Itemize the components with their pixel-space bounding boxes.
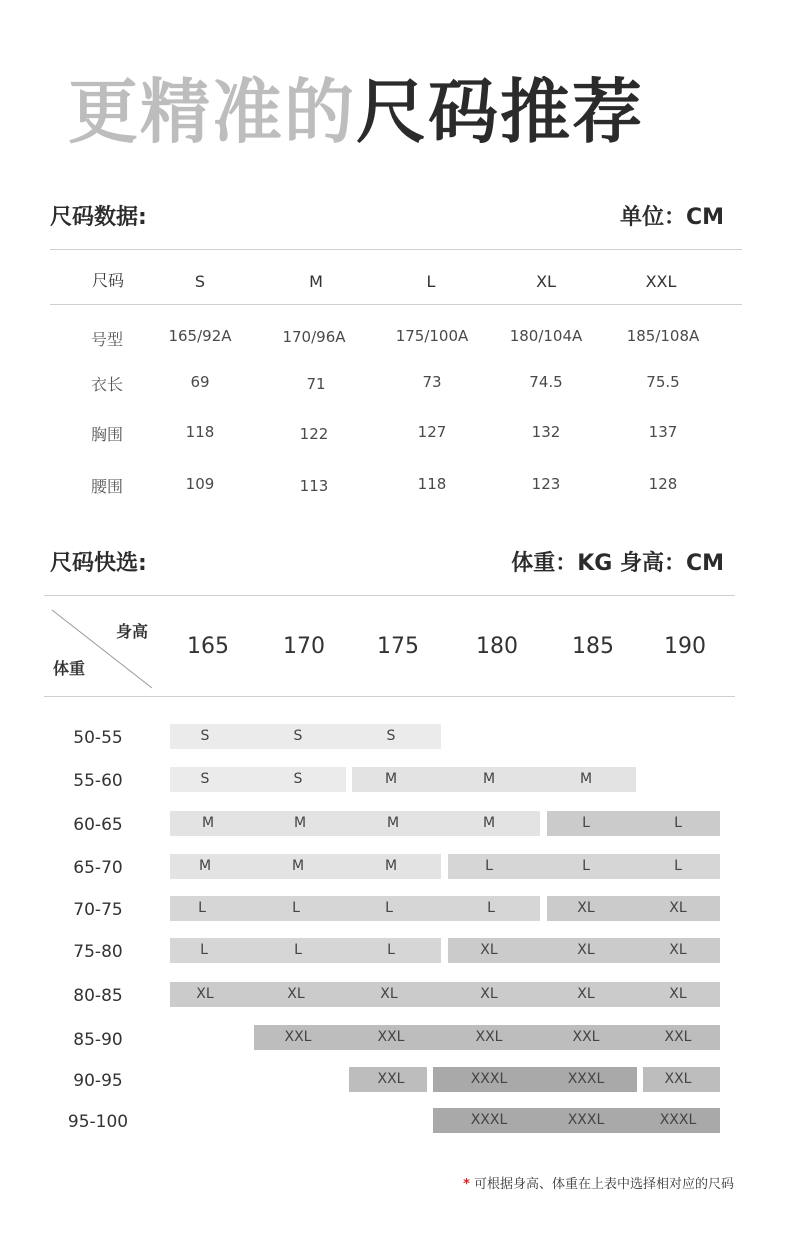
size-cell: S (293, 728, 303, 744)
quick-top-rule (44, 595, 735, 596)
table-cell: 74.5 (529, 373, 563, 391)
size-cell: S (293, 771, 303, 787)
size-cell: XXXL (470, 1071, 508, 1087)
weight-label: 85-90 (73, 1030, 123, 1050)
table-cell: 127 (417, 423, 447, 441)
size-data-heading: 尺码数据: (50, 205, 147, 230)
size-cell: M (386, 815, 400, 831)
size-cell: L (674, 815, 682, 831)
height-header-190: 190 (664, 634, 706, 659)
table-cell: 170/96A (282, 328, 346, 346)
row-label: 胸围 (91, 425, 124, 444)
weight-label: 50-55 (73, 728, 123, 748)
size-cell: XXXL (567, 1071, 605, 1087)
size-cell: XXL (475, 1029, 503, 1045)
quick-header-rule (44, 696, 735, 697)
size-cell: XXXL (470, 1112, 508, 1128)
size-cell: XXL (572, 1029, 600, 1045)
table-top-rule (50, 249, 742, 250)
size-cell: L (582, 858, 590, 874)
size-header-label: 尺码 (91, 271, 124, 290)
weight-label: 60-65 (73, 815, 123, 835)
size-cell: M (291, 858, 305, 874)
table-cell: 165/92A (168, 327, 232, 345)
size-cell: L (582, 815, 590, 831)
asterisk-mark: * (463, 1177, 470, 1192)
size-cell: XXL (664, 1071, 692, 1087)
row-label: 衣长 (91, 375, 124, 394)
size-cell: M (293, 815, 307, 831)
size-cell: L (385, 900, 393, 916)
size-cell: XXL (377, 1071, 405, 1087)
page-title (68, 56, 644, 157)
size-cell: M (384, 858, 398, 874)
size-header-s: S (194, 272, 206, 291)
table-cell: 132 (531, 423, 561, 441)
table-cell: 71 (306, 375, 326, 393)
size-cell: XL (287, 986, 305, 1002)
size-cell: S (200, 771, 210, 787)
table-cell: 180/104A (509, 327, 583, 345)
height-header-170: 170 (283, 634, 325, 659)
size-cell: XXL (284, 1029, 312, 1045)
corner-height-label: 身高 (116, 622, 149, 641)
table-cell: 73 (422, 373, 442, 391)
size-header-l: L (426, 272, 436, 291)
size-cell: XL (196, 986, 214, 1002)
size-cell: S (200, 728, 210, 744)
size-cell: L (485, 858, 493, 874)
size-cell: M (482, 771, 496, 787)
table-cell: 185/108A (626, 327, 700, 345)
title-part-light: 更精准的 (68, 71, 356, 153)
size-cell: XL (480, 986, 498, 1002)
size-cell: XL (669, 942, 687, 958)
title-part-dark: 尺码推荐 (356, 71, 644, 153)
weight-label: 75-80 (73, 942, 123, 962)
size-cell: XXL (664, 1029, 692, 1045)
weight-label: 55-60 (73, 771, 123, 791)
size-header-xxl: XXL (645, 272, 677, 291)
table-cell: 118 (417, 475, 447, 493)
weight-label: 90-95 (73, 1071, 123, 1091)
size-cell: M (579, 771, 593, 787)
weight-label: 70-75 (73, 900, 123, 920)
table-cell: 113 (299, 477, 329, 495)
quick-select-unit: 体重：KG 身高：CM (511, 551, 724, 576)
table-cell: 75.5 (646, 373, 680, 391)
quick-select-heading: 尺码快选: (50, 551, 147, 576)
size-cell: XL (577, 942, 595, 958)
size-cell: XL (480, 942, 498, 958)
table-cell: 128 (648, 475, 678, 493)
size-header-m: M (309, 272, 323, 291)
size-cell: L (387, 942, 395, 958)
row-label: 腰围 (91, 477, 124, 496)
corner-weight-label: 体重 (53, 659, 86, 678)
size-cell: L (292, 900, 300, 916)
size-cell: XXXL (659, 1112, 697, 1128)
height-header-185: 185 (572, 634, 614, 659)
size-cell: XXXL (567, 1112, 605, 1128)
table-cell: 109 (185, 475, 215, 493)
size-cell: M (198, 858, 212, 874)
weight-label: 65-70 (73, 858, 123, 878)
size-cell: M (482, 815, 496, 831)
row-label: 号型 (91, 330, 124, 349)
size-header-xl: XL (536, 272, 556, 291)
height-header-180: 180 (476, 634, 518, 659)
size-cell: L (198, 900, 206, 916)
table-cell: 175/100A (395, 327, 469, 345)
size-cell: M (384, 771, 398, 787)
weight-label: 80-85 (73, 986, 123, 1006)
size-cell: XL (669, 900, 687, 916)
size-cell: M (201, 815, 215, 831)
size-cell: XL (577, 986, 595, 1002)
size-cell: XXL (377, 1029, 405, 1045)
table-cell: 118 (185, 423, 215, 441)
size-cell: XL (380, 986, 398, 1002)
size-cell: XL (669, 986, 687, 1002)
footnote (463, 1173, 734, 1192)
size-band-bar (170, 982, 720, 1007)
size-cell: L (200, 942, 208, 958)
table-cell: 69 (190, 373, 210, 391)
height-header-165: 165 (187, 634, 229, 659)
table-header-rule (50, 304, 742, 305)
table-cell: 122 (299, 425, 329, 443)
height-header-175: 175 (377, 634, 419, 659)
size-cell: L (674, 858, 682, 874)
size-cell: S (386, 728, 396, 744)
size-cell: L (294, 942, 302, 958)
size-cell: XL (577, 900, 595, 916)
footnote-text: 可根据身高、体重在上表中选择相对应的尺码 (473, 1177, 734, 1192)
size-cell: L (487, 900, 495, 916)
table-cell: 137 (648, 423, 678, 441)
size-data-unit: 单位：CM (619, 205, 724, 230)
table-cell: 123 (531, 475, 561, 493)
weight-label: 95-100 (67, 1112, 129, 1132)
